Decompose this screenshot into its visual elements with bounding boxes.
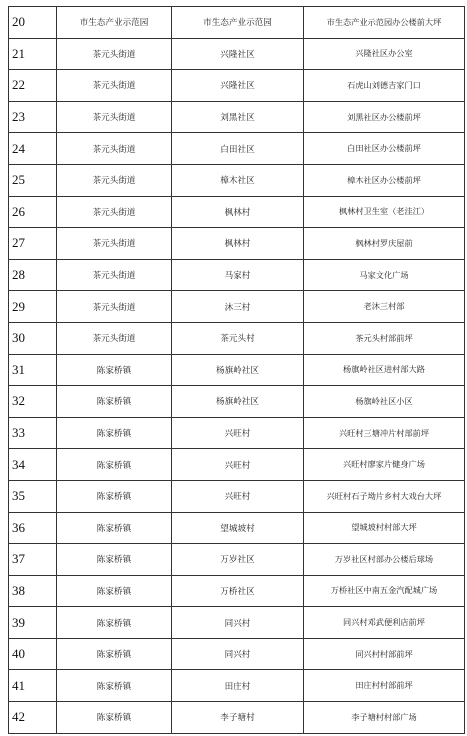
community-cell: 枫林村: [172, 228, 304, 260]
table-row: [9, 7, 465, 39]
community-cell: 万桥社区: [172, 575, 304, 607]
row-number: 28: [9, 259, 57, 291]
table-row: [9, 702, 465, 734]
site-cell: 老沐三村部: [304, 291, 465, 323]
table-row: [9, 512, 465, 544]
site-cell: 樟木社区办公楼前坪: [304, 164, 465, 196]
table-row: [9, 228, 465, 260]
street-cell: 茶元头街道: [57, 196, 172, 228]
street-cell: 陈家桥镇: [57, 702, 172, 734]
site-cell: 白田社区办公楼前坪: [304, 133, 465, 165]
street-cell: 陈家桥镇: [57, 449, 172, 481]
street-cell: 陈家桥镇: [57, 638, 172, 670]
community-cell: 杨旗岭社区: [172, 354, 304, 386]
community-cell: 刘黑社区: [172, 101, 304, 133]
community-cell: 兴隆社区: [172, 38, 304, 70]
community-cell: 白田社区: [172, 133, 304, 165]
row-number: 35: [9, 480, 57, 512]
row-number: 22: [9, 70, 57, 102]
community-cell: 杨旗岭社区: [172, 386, 304, 418]
community-cell: 李子塘村: [172, 702, 304, 734]
table-row: [9, 38, 465, 70]
street-cell: 市生态产业示范园: [57, 7, 172, 39]
table-row: [9, 196, 465, 228]
row-number: 34: [9, 449, 57, 481]
street-cell: 茶元头街道: [57, 322, 172, 354]
sampling-site-table: [8, 6, 465, 734]
table-row: [9, 544, 465, 576]
site-cell: 同兴村村部前坪: [304, 638, 465, 670]
site-cell: 市生态产业示范园办公楼前大坪: [304, 7, 465, 39]
row-number: 31: [9, 354, 57, 386]
community-cell: 兴旺村: [172, 480, 304, 512]
table-row: [9, 417, 465, 449]
community-cell: 兴旺村: [172, 449, 304, 481]
street-cell: 茶元头街道: [57, 101, 172, 133]
street-cell: 茶元头街道: [57, 38, 172, 70]
street-cell: 茶元头街道: [57, 164, 172, 196]
community-cell: 马家村: [172, 259, 304, 291]
site-cell: 兴旺村三塘冲片村部前坪: [304, 417, 465, 449]
row-number: 20: [9, 7, 57, 39]
table-row: [9, 449, 465, 481]
site-cell: 望城坡村村部大坪: [304, 512, 465, 544]
street-cell: 陈家桥镇: [57, 544, 172, 576]
street-cell: 茶元头街道: [57, 291, 172, 323]
row-number: 30: [9, 322, 57, 354]
site-cell: 枫林村卫生室（老洼江）: [304, 196, 465, 228]
street-cell: 茶元头街道: [57, 228, 172, 260]
community-cell: 沐三村: [172, 291, 304, 323]
row-number: 25: [9, 164, 57, 196]
site-cell: 茶元头村部前坪: [304, 322, 465, 354]
table-row: [9, 480, 465, 512]
site-cell: 枫林村罗庆屋前: [304, 228, 465, 260]
street-cell: 陈家桥镇: [57, 575, 172, 607]
site-cell: 李子塘村村部广场: [304, 702, 465, 734]
site-cell: 杨旗岭社区进村部大路: [304, 354, 465, 386]
row-number: 26: [9, 196, 57, 228]
street-cell: 陈家桥镇: [57, 417, 172, 449]
community-cell: 兴旺村: [172, 417, 304, 449]
table-row: [9, 386, 465, 418]
row-number: 39: [9, 607, 57, 639]
table-row: [9, 575, 465, 607]
row-number: 36: [9, 512, 57, 544]
row-number: 32: [9, 386, 57, 418]
row-number: 41: [9, 670, 57, 702]
street-cell: 陈家桥镇: [57, 512, 172, 544]
community-cell: 市生态产业示范园: [172, 7, 304, 39]
community-cell: 望城坡村: [172, 512, 304, 544]
table-body: [9, 7, 465, 734]
table-row: [9, 164, 465, 196]
street-cell: 陈家桥镇: [57, 670, 172, 702]
row-number: 38: [9, 575, 57, 607]
community-cell: 樟木社区: [172, 164, 304, 196]
site-cell: 同兴村邓武便利店前坪: [304, 607, 465, 639]
row-number: 37: [9, 544, 57, 576]
site-cell: 杨旗岭社区小区: [304, 386, 465, 418]
row-number: 42: [9, 702, 57, 734]
row-number: 24: [9, 133, 57, 165]
community-cell: 同兴村: [172, 638, 304, 670]
community-cell: 兴隆社区: [172, 70, 304, 102]
community-cell: 同兴村: [172, 607, 304, 639]
site-cell: 兴旺村石子坳片乡村大戏台大坪: [304, 480, 465, 512]
row-number: 23: [9, 101, 57, 133]
site-cell: 万桥社区中南五金汽配城广场: [304, 575, 465, 607]
table-row: [9, 354, 465, 386]
table-row: [9, 607, 465, 639]
community-cell: 枫林村: [172, 196, 304, 228]
street-cell: 茶元头街道: [57, 133, 172, 165]
community-cell: 茶元头村: [172, 322, 304, 354]
table-row: [9, 638, 465, 670]
site-cell: 石虎山刘德吉家门口: [304, 70, 465, 102]
street-cell: 陈家桥镇: [57, 480, 172, 512]
row-number: 33: [9, 417, 57, 449]
table-row: [9, 101, 465, 133]
row-number: 27: [9, 228, 57, 260]
table-row: [9, 291, 465, 323]
table-row: [9, 259, 465, 291]
row-number: 21: [9, 38, 57, 70]
table-row: [9, 70, 465, 102]
community-cell: 田庄村: [172, 670, 304, 702]
street-cell: 茶元头街道: [57, 70, 172, 102]
street-cell: 陈家桥镇: [57, 607, 172, 639]
site-cell: 刘黑社区办公楼前坪: [304, 101, 465, 133]
community-cell: 万岁社区: [172, 544, 304, 576]
row-number: 29: [9, 291, 57, 323]
site-cell: 兴旺村廖家片健身广场: [304, 449, 465, 481]
site-cell: 兴隆社区办公室: [304, 38, 465, 70]
table-row: [9, 133, 465, 165]
row-number: 40: [9, 638, 57, 670]
street-cell: 陈家桥镇: [57, 354, 172, 386]
street-cell: 陈家桥镇: [57, 386, 172, 418]
site-cell: 万岁社区村部办公楼后球场: [304, 544, 465, 576]
table-row: [9, 322, 465, 354]
site-cell: 田庄村村部前坪: [304, 670, 465, 702]
site-cell: 马家文化广场: [304, 259, 465, 291]
table-row: [9, 670, 465, 702]
street-cell: 茶元头街道: [57, 259, 172, 291]
